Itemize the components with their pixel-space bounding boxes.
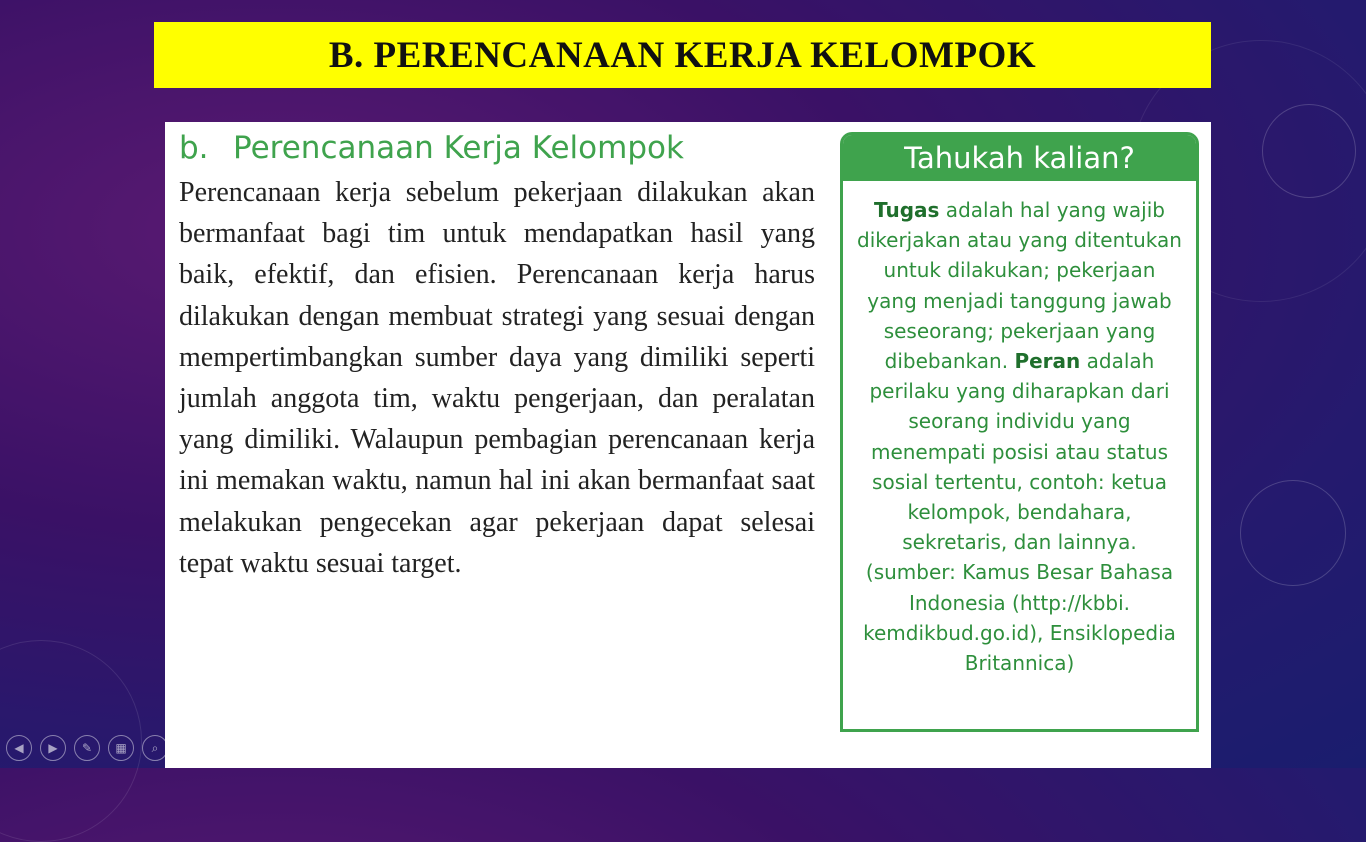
definition-peran: adalah perilaku yang diharapkan dari seorang individu yang menempati posisi atau status sosial tertentu, contoh: ketua kelompok, bendahara, sekretaris, dan lainnya. [869, 349, 1170, 555]
info-box-body [843, 181, 1196, 678]
slideshow-controls [6, 735, 202, 761]
zoom-icon[interactable]: ⌕ [142, 735, 168, 761]
pen-icon[interactable]: ✎ [74, 735, 100, 761]
more-options-icon[interactable]: ··· [176, 735, 202, 761]
background-ring-decoration [1240, 480, 1346, 586]
info-box-title: Tahukah kalian? [843, 135, 1196, 181]
next-slide-icon[interactable]: ▶ [40, 735, 66, 761]
section-heading-text: Perencanaan Kerja Kelompok [233, 130, 684, 166]
section-heading [179, 130, 684, 166]
content-panel [165, 122, 1211, 768]
see-all-slides-icon[interactable]: ▦ [108, 735, 134, 761]
term-peran: Peran [1014, 349, 1081, 374]
source-citation: (sumber: Kamus Besar Bahasa Indonesia (http://kbbi. kemdikbud.go.id), Ensiklopedia Britannica) [863, 560, 1176, 676]
info-box [840, 132, 1199, 732]
definition-tugas: adalah hal yang wajib dikerjakan atau yang ditentukan untuk dilakukan; pekerjaan yang menjadi tanggung jawab seseorang; pekerjaan yang dibebankan. [857, 198, 1182, 374]
section-letter: b. [179, 130, 209, 166]
slide-title: B. PERENCANAAN KERJA KELOMPOK [154, 22, 1211, 88]
body-paragraph: Perencanaan kerja sebelum pekerjaan dilakukan akan bermanfaat bagi tim untuk mendapatkan hasil yang baik, efektif, dan efisien. Perencanaan kerja harus dilakukan dengan membuat strategi yang sesuai dengan mempertimbangkan sumber daya yang dimiliki seperti jumlah anggota tim, waktu pengerjaan, dan peralatan yang dimiliki. Walaupun pembagian perencanaan kerja ini memakan waktu, namun hal ini akan bermanfaat saat melakukan pengecekan agar pekerjaan dapat selesai tepat waktu sesuai target. [179, 177, 815, 579]
previous-slide-icon[interactable]: ◀ [6, 735, 32, 761]
term-tugas: Tugas [874, 198, 940, 222]
